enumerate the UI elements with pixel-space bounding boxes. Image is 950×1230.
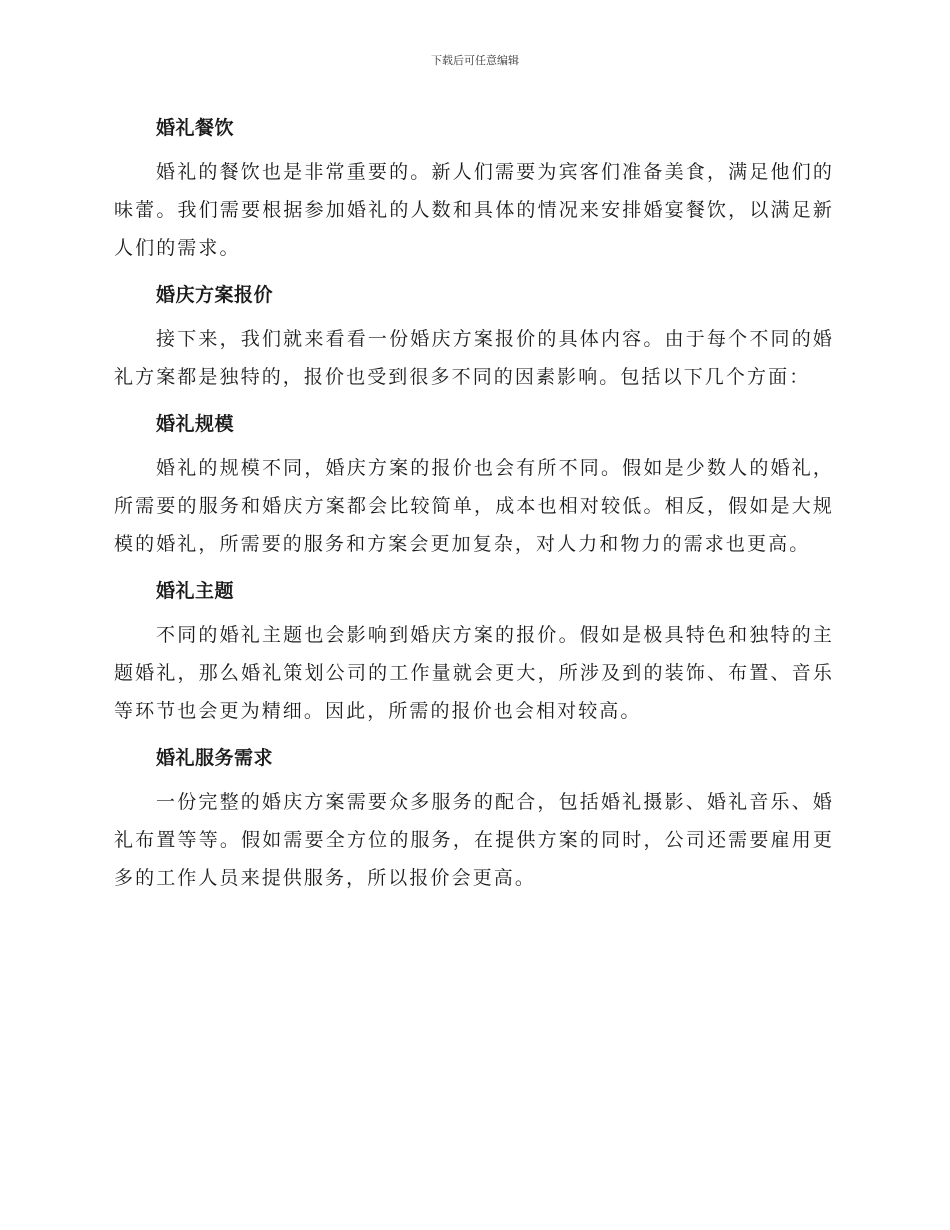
section-scale: [114, 406, 834, 563]
section-quotation: [114, 277, 834, 396]
section-paragraph: 不同的婚礼主题也会影响到婚庆方案的报价。假如是极具特色和独特的主题婚礼，那么婚礼策划公司的工作量就会更大，所涉及到的装饰、布置、音乐等环节也会更为精细。因此，所需的报价也会相对较高。: [114, 624, 834, 722]
document-body: [114, 110, 834, 907]
section-title: 婚礼餐饮: [156, 117, 235, 139]
section-paragraph: 接下来，我们就来看看一份婚庆方案报价的具体内容。由于每个不同的婚礼方案都是独特的，报价也受到很多不同的因素影响。包括以下几个方面：: [114, 328, 834, 388]
section-catering: [114, 110, 834, 267]
section-title: 婚礼服务需求: [156, 747, 274, 769]
section-title: 婚庆方案报价: [156, 284, 274, 306]
section-service-needs: [114, 740, 834, 897]
section-title: 婚礼规模: [156, 413, 235, 435]
page-header: 下载后可任意编辑: [431, 54, 519, 67]
section-paragraph: 婚礼的规模不同，婚庆方案的报价也会有所不同。假如是少数人的婚礼，所需要的服务和婚庆方案都会比较简单，成本也相对较低。相反，假如是大规模的婚礼，所需要的服务和方案会更加复杂，对人力和物力的需求也更高。: [114, 457, 834, 555]
section-paragraph: 一份完整的婚庆方案需要众多服务的配合，包括婚礼摄影、婚礼音乐、婚礼布置等等。假如需要全方位的服务，在提供方案的同时，公司还需要雇用更多的工作人员来提供服务，所以报价会更高。: [114, 791, 834, 889]
section-theme: [114, 573, 834, 730]
section-title: 婚礼主题: [156, 580, 235, 602]
section-paragraph: 婚礼的餐饮也是非常重要的。新人们需要为宾客们准备美食，满足他们的味蕾。我们需要根据参加婚礼的人数和具体的情况来安排婚宴餐饮，以满足新人们的需求。: [114, 161, 834, 259]
